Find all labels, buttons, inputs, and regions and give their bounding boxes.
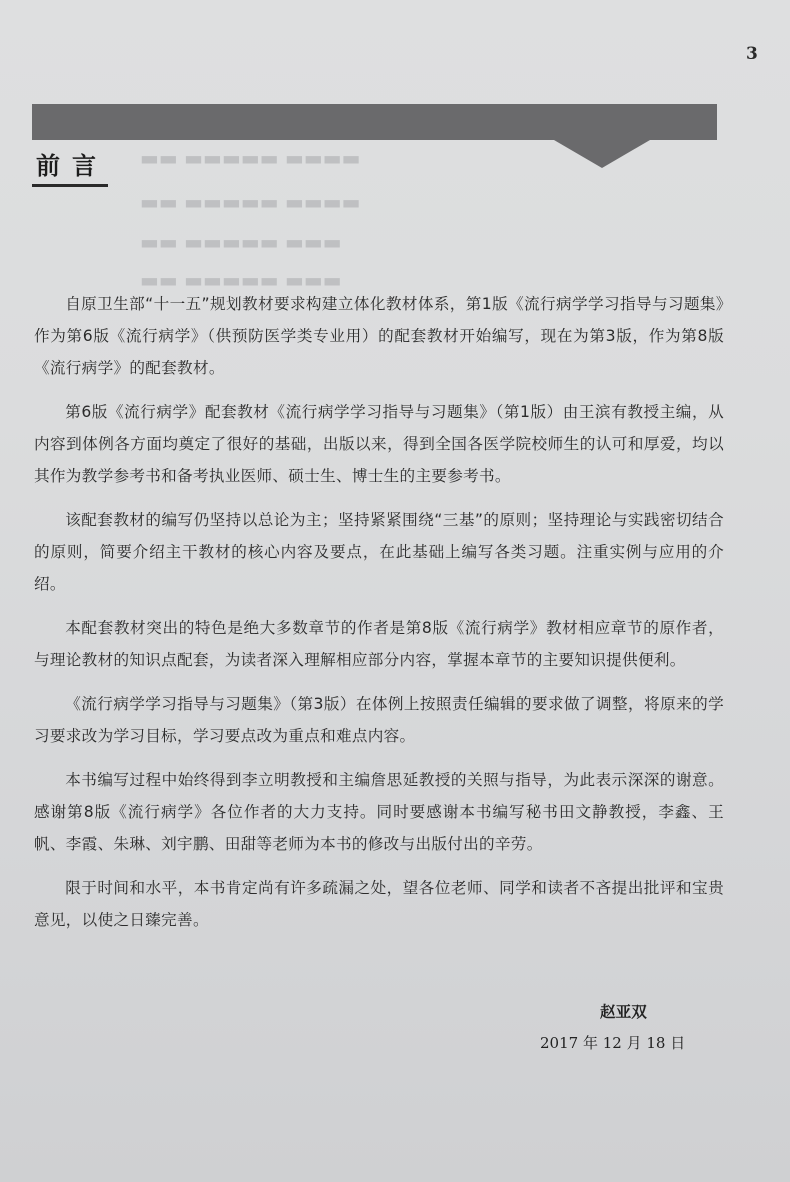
- bleed-through-mark: ▬▬ ▬▬▬▬▬ ▬▬▬▬: [140, 190, 361, 214]
- author-signature: 赵亚双: [600, 1003, 647, 1021]
- paragraph: 本配套教材突出的特色是绝大多数章节的作者是第8版《流行病学》教材相应章节的原作者，与理论教材的知识点配套，为读者深入理解相应部分内容，掌握本章节的主要知识提供便利。: [34, 619, 724, 669]
- header-triangle: [554, 140, 650, 168]
- paragraph: 自原卫生部“十一五”规划教材要求构建立体化教材体系，第1版《流行病学学习指导与习题集》作为第6版《流行病学》（供预防医学类专业用）的配套教材开始编写，现在为第3版，作为第8版《流行病学》的配套教材。: [34, 295, 724, 377]
- paragraph: 限于时间和水平，本书肯定尚有许多疏漏之处，望各位老师、同学和读者不吝提出批评和宝贵意见，以使之日臻完善。: [34, 879, 724, 929]
- preface-body: [34, 288, 724, 948]
- paragraph: 《流行病学学习指导与习题集》（第3版）在体例上按照责任编辑的要求做了调整，将原来的学习要求改为学习目标，学习要点改为重点和难点内容。: [34, 695, 724, 745]
- section-title-rule: [32, 184, 108, 187]
- header-bar: [32, 104, 717, 140]
- section-title: 前言: [36, 152, 108, 180]
- paragraph: 该配套教材的编写仍坚持以总论为主；坚持紧紧围绕“三基”的原则；坚持理论与实践密切结合的原则，简要介绍主干教材的核心内容及要点，在此基础上编写各类习题。注重实例与应用的介绍。: [34, 511, 724, 593]
- paragraph: 第6版《流行病学》配套教材《流行病学学习指导与习题集》（第1版）由王滨有教授主编，从内容到体例各方面均奠定了很好的基础，出版以来，得到全国各医学院校师生的认可和厚爱，均以其作为教学参考书和备考执业医师、硕士生、博士生的主要参考书。: [34, 403, 724, 485]
- paragraph: 本书编写过程中始终得到李立明教授和主编詹思延教授的关照与指导，为此表示深深的谢意。感谢第8版《流行病学》各位作者的大力支持。同时要感谢本书编写秘书田文静教授，李鑫、王帆、李霞、朱琳、刘宇鹏、田甜等老师为本书的修改与出版付出的辛劳。: [34, 771, 724, 853]
- page-number: 3: [746, 44, 758, 64]
- bleed-through-mark: ▬▬ ▬▬▬▬▬ ▬▬▬: [140, 268, 342, 292]
- signature-date: 2017 年 12 月 18 日: [540, 1034, 686, 1052]
- bleed-through-mark: ▬▬ ▬▬▬▬▬ ▬▬▬: [140, 230, 342, 254]
- bleed-through-mark: ▬▬ ▬▬▬▬▬ ▬▬▬▬: [140, 146, 361, 170]
